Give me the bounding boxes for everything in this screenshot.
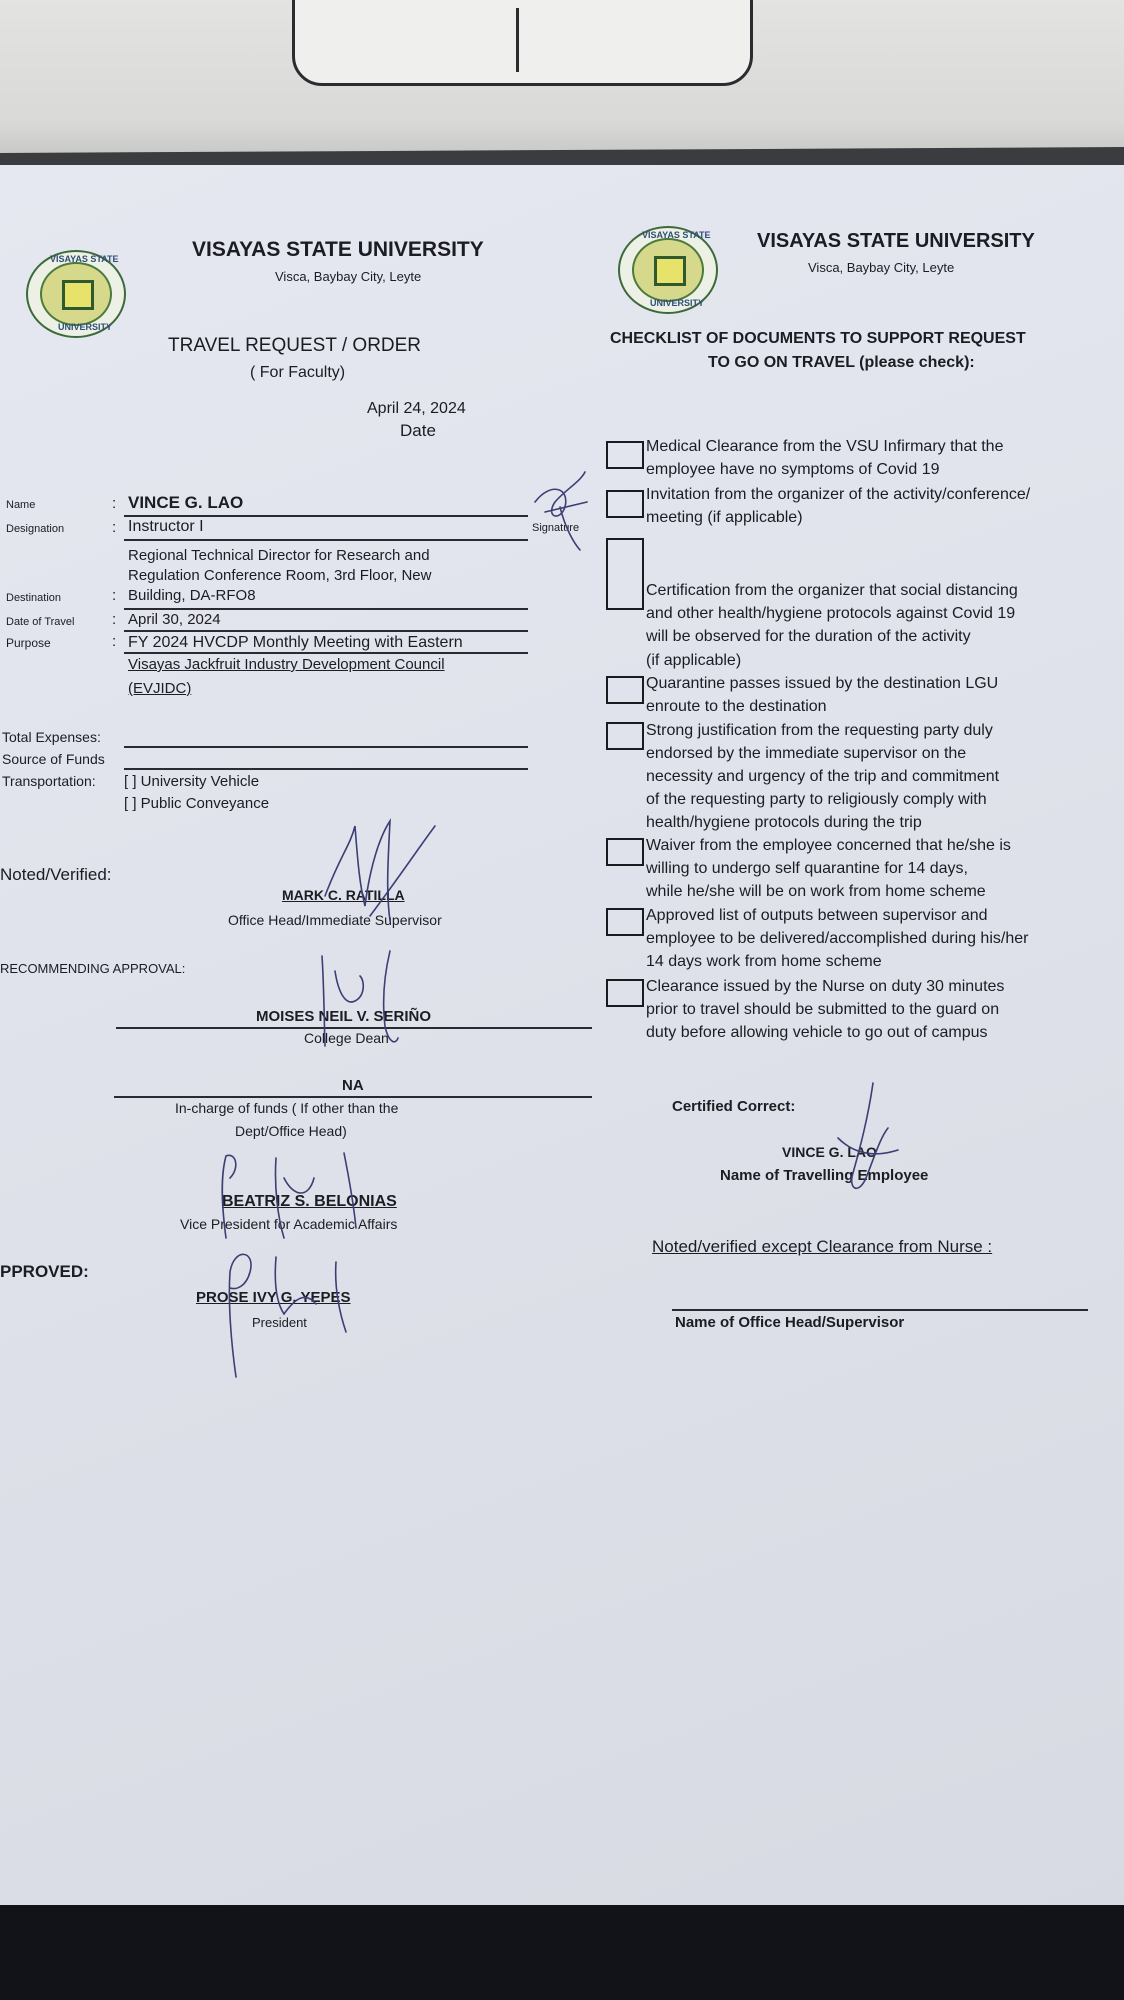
transport-option-university-vehicle: [ ] University Vehicle — [124, 773, 260, 790]
destination-line-3: Building, DA-RFO8 — [128, 587, 256, 604]
checklist-item-text: (if applicable) — [646, 652, 742, 669]
office-head-signature-line — [672, 1309, 1088, 1311]
total-expenses-label: Total Expenses: — [2, 729, 101, 745]
checklist-item-text: Invitation from the organizer of the activity/conference/ — [646, 486, 1031, 503]
purpose-underline-1 — [124, 652, 528, 654]
checklist-item-text: prior to travel should be submitted to the guard on — [646, 1001, 1000, 1018]
signature-moises-serino — [310, 946, 420, 1056]
university-name: VISAYAS STATE UNIVERSITY — [192, 238, 484, 261]
noted-verified-label: Noted/Verified: — [0, 865, 112, 884]
employee-name: VINCE G. LAO — [782, 1144, 877, 1160]
employee-title: Name of Travelling Employee — [720, 1167, 929, 1184]
dean-name: MOISES NEIL V. SERIÑO — [256, 1008, 432, 1025]
checklist-item-text: Clearance issued by the Nurse on duty 30 minutes — [646, 978, 1005, 995]
checklist-checkbox-medical-clearance[interactable] — [606, 441, 644, 469]
document-page — [0, 165, 1124, 1935]
university-name: VISAYAS STATE UNIVERSITY — [757, 230, 1035, 252]
purpose-label: Purpose — [6, 636, 51, 650]
purpose-line-2: Visayas Jackfruit Industry Development Council — [128, 656, 445, 673]
president-title: President — [252, 1315, 307, 1330]
checklist-title-line-1: CHECKLIST OF DOCUMENTS TO SUPPORT REQUEST — [610, 330, 1026, 347]
destination-line-2: Regulation Conference Room, 3rd Floor, New — [128, 567, 432, 584]
transport-option-public-conveyance: [ ] Public Conveyance — [124, 795, 270, 812]
vsu-seal-left — [26, 250, 126, 338]
checklist-item-text: employee have no symptoms of Covid 19 — [646, 461, 940, 478]
purpose-line-1: FY 2024 HVCDP Monthly Meeting with Eastern — [128, 634, 463, 651]
checklist-item-text: while he/she will be on work from home scheme — [646, 883, 986, 900]
checklist-item-text: Waiver from the employee concerned that he/she is — [646, 837, 1011, 854]
name-value: VINCE G. LAO — [128, 493, 244, 512]
checklist-item-text: 14 days work from home scheme — [646, 953, 882, 970]
seal-text-bottom: UNIVERSITY — [650, 298, 705, 308]
checklist-checkbox-invitation[interactable] — [606, 490, 644, 518]
source-of-funds-line — [124, 768, 528, 770]
form-subtitle: ( For Faculty) — [250, 364, 346, 381]
certified-correct-label: Certified Correct: — [672, 1098, 796, 1115]
approved-label: PPROVED: — [0, 1262, 89, 1281]
stapler-divider — [516, 8, 519, 72]
checklist-item-text: Certification from the organizer that social distancing — [646, 582, 1018, 599]
dean-title: College Dean — [304, 1030, 389, 1046]
designation-label: Designation — [6, 523, 65, 535]
transportation-label: Transportation: — [2, 773, 96, 789]
signature-prose-ivy-yepes — [206, 1242, 356, 1382]
checklist-item-text: Approved list of outputs between supervisor and — [646, 907, 988, 924]
checklist-item-text: of the requesting party to religiously comply with — [646, 791, 987, 808]
colon: : — [112, 633, 117, 650]
checklist-checkbox-waiver[interactable] — [606, 838, 644, 866]
checklist-item-text: Strong justification from the requesting party duly — [646, 722, 993, 739]
name-label: Name — [6, 499, 36, 511]
checklist-item-text: enroute to the destination — [646, 698, 827, 715]
seal-text-bottom: UNIVERSITY — [58, 322, 113, 332]
checklist-item-text: duty before allowing vehicle to go out of campus — [646, 1024, 988, 1041]
colon: : — [112, 519, 117, 536]
president-name: PROSE IVY G. YEPES — [196, 1289, 351, 1306]
total-expenses-line — [124, 746, 528, 748]
designation-underline — [124, 539, 528, 541]
signature-beatriz-belonias — [204, 1148, 364, 1248]
source-of-funds-label: Source of Funds — [2, 751, 105, 767]
date-label: Date — [400, 421, 436, 440]
table-edge — [0, 1905, 1124, 2000]
checklist-item-text: necessity and urgency of the trip and commitment — [646, 768, 1000, 785]
stapler-object — [292, 0, 753, 86]
colon: : — [112, 611, 117, 628]
checklist-item-text: health/hygiene protocols during the trip — [646, 814, 922, 831]
signature-label: Signature — [532, 522, 580, 534]
university-address: Visca, Baybay City, Leyte — [275, 269, 422, 284]
checklist-checkbox-certification[interactable] — [606, 538, 644, 610]
vp-title: Vice President for Academic Affairs — [180, 1216, 398, 1232]
checklist-item-text: employee to be delivered/accomplished during his/her — [646, 930, 1029, 947]
checklist-item-text: Quarantine passes issued by the destination LGU — [646, 675, 999, 692]
checklist-item-text: meeting (if applicable) — [646, 509, 803, 526]
signature-mark-ratilla — [310, 806, 450, 936]
checklist-checkbox-nurse-clearance[interactable] — [606, 979, 644, 1007]
designation-value: Instructor I — [128, 518, 204, 535]
recommending-approval-label: RECOMMENDING APPROVAL: — [0, 961, 186, 976]
colon: : — [112, 587, 117, 604]
checklist-checkbox-quarantine-passes[interactable] — [606, 676, 644, 704]
date-of-travel-label: Date of Travel — [6, 616, 75, 628]
checklist-item-text: will be observed for the duration of the activity — [646, 628, 971, 645]
purpose-line-3: (EVJIDC) — [128, 680, 192, 697]
seal-text-top: VISAYAS STATE — [50, 254, 119, 264]
signature-vince-lao-certified — [818, 1078, 908, 1198]
funds-title-line-1: In-charge of funds ( If other than the — [175, 1100, 399, 1116]
destination-label: Destination — [6, 592, 62, 604]
office-head-label: Name of Office Head/Supervisor — [675, 1314, 905, 1331]
vsu-seal-right — [618, 226, 718, 314]
funds-signature-line — [114, 1096, 592, 1098]
vp-name: BEATRIZ S. BELONIAS — [222, 1193, 397, 1210]
checklist-checkbox-strong-justification[interactable] — [606, 722, 644, 750]
checklist-item-text: willing to undergo self quarantine for 14 days, — [646, 860, 968, 877]
noted-except-clearance: Noted/verified except Clearance from Nurse : — [652, 1237, 993, 1256]
seal-text-top: VISAYAS STATE — [642, 230, 711, 240]
funds-title-line-2: Dept/Office Head) — [235, 1123, 347, 1139]
checklist-item-text: endorsed by the immediate supervisor on the — [646, 745, 967, 762]
name-underline — [124, 515, 528, 517]
university-address: Visca, Baybay City, Leyte — [808, 260, 955, 275]
destination-underline — [124, 608, 528, 610]
funds-incharge-value: NA — [342, 1077, 364, 1094]
colon: : — [112, 495, 117, 512]
checklist-item-text: and other health/hygiene protocols against Covid 19 — [646, 605, 1016, 622]
form-title: TRAVEL REQUEST / ORDER — [168, 335, 422, 356]
signature-vince-lao — [525, 462, 595, 552]
destination-line-1: Regional Technical Director for Research and — [128, 547, 430, 564]
checklist-title-line-2: TO GO ON TRAVEL (please check): — [708, 354, 975, 371]
date-travel-underline — [124, 630, 528, 632]
request-date: April 24, 2024 — [367, 400, 466, 417]
checklist-checkbox-approved-outputs[interactable] — [606, 908, 644, 936]
supervisor-title: Office Head/Immediate Supervisor — [228, 912, 442, 928]
checklist-item-text: Medical Clearance from the VSU Infirmary that the — [646, 438, 1004, 455]
date-of-travel-value: April 30, 2024 — [128, 611, 221, 628]
supervisor-name: MARK C. RATILLA — [282, 887, 405, 903]
